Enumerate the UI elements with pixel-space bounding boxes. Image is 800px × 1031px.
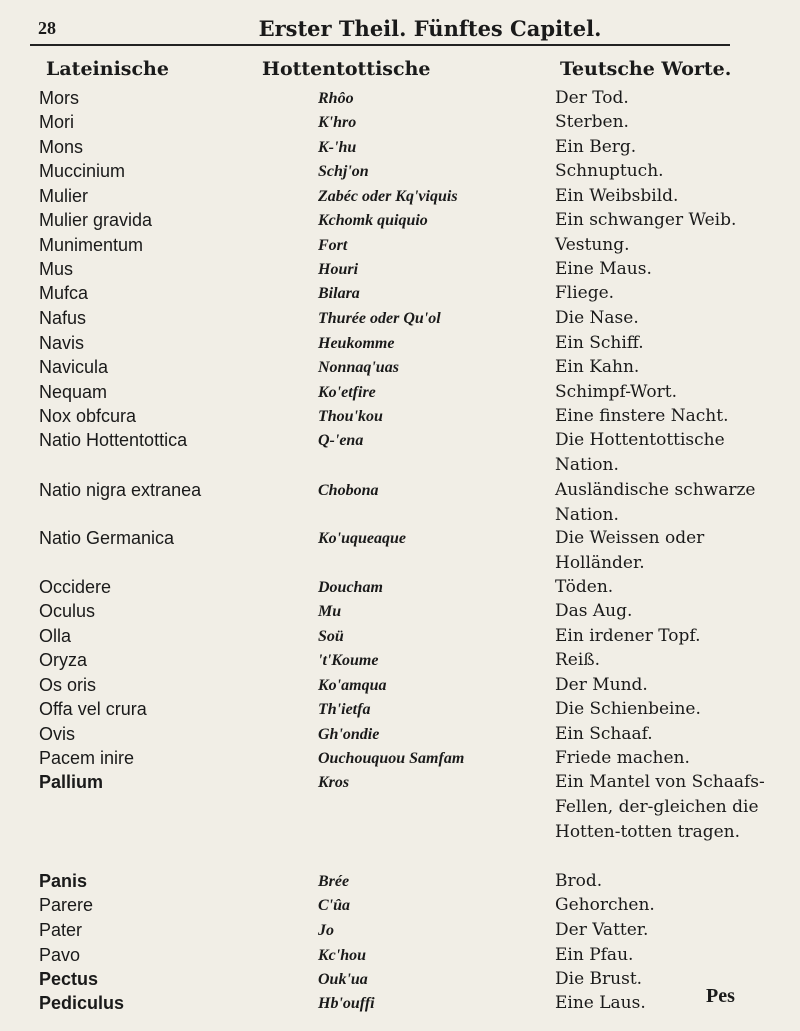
latin-word: Mulier: [39, 186, 89, 206]
hottentot-word: Ko'etfire: [318, 384, 376, 401]
german-word: Der Tod.: [555, 88, 629, 108]
german-word: Ein schwanger Weib.: [555, 210, 737, 230]
german-word: Sterben.: [555, 112, 629, 132]
german-word: Ein Berg.: [555, 137, 637, 157]
hottentot-word: Thou'kou: [318, 408, 383, 425]
hottentot-word: Heukomme: [318, 335, 395, 352]
german-word: Die Schienbeine.: [555, 699, 701, 719]
german-word: Ein Weibsbild.: [555, 186, 679, 206]
german-word: Ein Mantel von Schaafs-Fellen, der-gleichen die Hotten-totten tragen.: [555, 772, 765, 842]
latin-word: Pectus: [39, 969, 99, 989]
hottentot-word: Ouk'ua: [318, 971, 368, 988]
hottentot-word: Th'ietfa: [318, 701, 371, 718]
hottentot-word: Gh'ondie: [318, 726, 380, 743]
latin-word: Panis: [39, 871, 88, 891]
hottentot-word: Kc'hou: [318, 947, 367, 964]
latin-word: Mors: [39, 88, 79, 108]
hottentot-word: Ouchouquou Samfam: [318, 750, 465, 767]
german-word: Ein Kahn.: [555, 357, 640, 377]
german-word: Ein Schaaf.: [555, 724, 653, 744]
latin-word: Nox obfcura: [39, 406, 137, 426]
german-word: Schimpf-Wort.: [555, 382, 677, 402]
hottentot-word: Brée: [318, 873, 350, 890]
hottentot-word: Ko'uqueaque: [318, 530, 407, 547]
latin-word: Olla: [39, 626, 72, 646]
german-word: Eine Laus.: [555, 993, 646, 1013]
latin-word: Mufca: [39, 283, 89, 303]
latin-word: Mori: [39, 112, 74, 132]
hottentot-word: Thurée oder Qu'ol: [318, 310, 441, 327]
hottentot-word: Chobona: [318, 482, 379, 499]
latin-word: Occidere: [39, 577, 112, 597]
latin-word: Os oris: [39, 675, 97, 695]
german-word: Die Weissen oder Holländer.: [555, 528, 705, 573]
hottentot-word: Soü: [318, 628, 344, 645]
german-word: Ein irdener Topf.: [555, 626, 701, 646]
latin-word: Pater: [39, 920, 83, 940]
german-word: Fliege.: [555, 283, 615, 303]
german-word: Ein Schiff.: [555, 333, 644, 353]
german-word: Schnuptuch.: [555, 161, 664, 181]
german-word: Töden.: [555, 577, 614, 597]
catchword: Pes: [706, 985, 735, 1007]
german-word: Friede machen.: [555, 748, 690, 768]
column-heading-german: Teutsche Worte.: [560, 58, 732, 80]
latin-word: Navicula: [39, 357, 109, 377]
latin-word: Nequam: [39, 382, 108, 402]
german-word: Gehorchen.: [555, 895, 655, 915]
latin-word: Natio Hottentottica: [39, 430, 188, 450]
german-word: Ausländische schwarze Nation.: [555, 480, 756, 525]
hottentot-word: Kchomk quiquio: [318, 212, 428, 229]
latin-word: Parere: [39, 895, 94, 915]
latin-word: Offa vel crura: [39, 699, 147, 719]
latin-word: Ovis: [39, 724, 75, 744]
hottentot-word: Q-'ena: [318, 432, 364, 449]
german-word: Eine finstere Nacht.: [555, 406, 729, 426]
hottentot-word: K-'hu: [318, 139, 357, 156]
header-rule: [30, 44, 730, 46]
hottentot-word: Schj'on: [318, 163, 369, 180]
german-word: Die Hottentottische Nation.: [555, 430, 725, 475]
hottentot-word: Kros: [318, 774, 350, 791]
latin-word: Munimentum: [39, 235, 144, 255]
running-title: Erster Theil. Fünftes Capitel.: [258, 16, 602, 41]
hottentot-word: Mu: [318, 603, 342, 620]
hottentot-word: 't'Koume: [318, 652, 379, 669]
hottentot-word: Zabéc oder Kq'viquis: [318, 188, 458, 205]
column-heading-hottentot: Hottentottische: [262, 58, 431, 80]
hottentot-word: Hb'ouffi: [318, 995, 375, 1012]
hottentot-word: Rhôo: [318, 90, 354, 107]
latin-word: Natio nigra extranea: [39, 480, 202, 500]
hottentot-word: Houri: [318, 261, 359, 278]
latin-word: Pacem inire: [39, 748, 135, 768]
german-word: Vestung.: [555, 235, 630, 255]
german-word: Ein Pfau.: [555, 945, 634, 965]
german-word: Reiß.: [555, 650, 601, 670]
latin-word: Pediculus: [39, 993, 125, 1013]
latin-word: Pallium: [39, 772, 104, 792]
hottentot-word: Jo: [318, 922, 334, 939]
latin-word: Oculus: [39, 601, 96, 621]
german-word: Das Aug.: [555, 601, 633, 621]
column-heading-latin: Lateinische: [46, 58, 169, 80]
german-word: Die Nase.: [555, 308, 639, 328]
hottentot-word: Bilara: [318, 285, 360, 302]
hottentot-word: Nonnaq'uas: [318, 359, 399, 376]
page-number: 28: [38, 18, 56, 38]
latin-word: Muccinium: [39, 161, 126, 181]
hottentot-word: K'hro: [318, 114, 357, 131]
german-word: Der Mund.: [555, 675, 648, 695]
latin-word: Mus: [39, 259, 74, 279]
german-word: Brod.: [555, 871, 603, 891]
latin-word: Mulier gravida: [39, 210, 153, 230]
latin-word: Oryza: [39, 650, 88, 670]
latin-word: Mons: [39, 137, 84, 157]
latin-word: Pavo: [39, 945, 81, 965]
latin-word: Natio Germanica: [39, 528, 175, 548]
german-word: Die Brust.: [555, 969, 643, 989]
hottentot-word: C'ûa: [318, 897, 351, 914]
german-word: Der Vatter.: [555, 920, 649, 940]
hottentot-word: Ko'amqua: [318, 677, 387, 694]
hottentot-word: Doucham: [318, 579, 383, 596]
latin-word: Navis: [39, 333, 85, 353]
latin-word: Nafus: [39, 308, 87, 328]
german-word: Eine Maus.: [555, 259, 652, 279]
hottentot-word: Fort: [318, 237, 348, 254]
